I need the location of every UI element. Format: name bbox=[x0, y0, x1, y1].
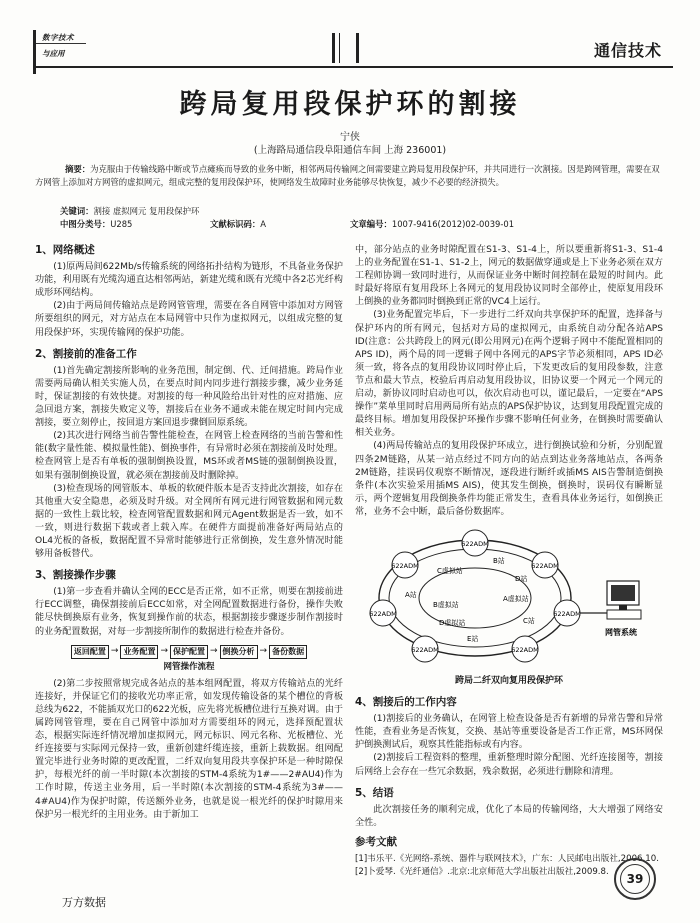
svg-text:622ADM: 622ADM bbox=[411, 645, 439, 654]
adm-node bbox=[411, 636, 438, 662]
nms-computer-icon bbox=[607, 581, 641, 619]
site-label: D站 bbox=[515, 574, 528, 583]
site-label: C站 bbox=[523, 616, 535, 625]
paragraph: 此次割接任务的顺利完成，优化了本局的传输网络，大大增强了网络安全性。 bbox=[355, 804, 663, 828]
paragraph: (4)两局传输站点的复用段保护环成立，进行倒换试验和分析，分别配置四条2M链路，从某一站点经过不同方向的站点到达业务落地站点，各两条2M链路，挂误码仪观察不断情况，逐段进行断纤或插MS AIS告警制造倒换条件(本次实验采用插MS AIS)，使其发生倒换，倒换时，误码仪有瞬断显示，两个逻辑复用段倒换条件均能正常发生，查看具体业务运行，如倒换正常，业务不会中断，最后备份数据库。 bbox=[355, 441, 663, 517]
keywords-label: 关键词： bbox=[60, 206, 94, 216]
article-title: 跨局复用段保护环的割接 bbox=[179, 89, 521, 120]
nms-label: 网管系统 bbox=[605, 627, 637, 637]
adm-node bbox=[391, 552, 418, 578]
svg-text:622ADM: 622ADM bbox=[531, 561, 559, 570]
flow-chart-caption: 网管操作流程 bbox=[163, 661, 215, 672]
abstract-label: 摘要： bbox=[65, 164, 91, 174]
abstract bbox=[35, 163, 665, 189]
reference-item: [1]韦乐平.《光网络-系统、器件与联网技术》，广东：人民邮电出版社,2006.10. bbox=[355, 854, 659, 864]
source-watermark: 万方数据 bbox=[62, 896, 106, 909]
adm-node bbox=[553, 600, 580, 626]
page-number-badge bbox=[614, 858, 656, 900]
paragraph: (1)首先确定割接所影响的业务范围，制定倒、代、迁间措施。跨局作业需要两局确认相关实施人员，在要点时间内同步进行割接步骤，减少业务延时，保证割接的有效快捷。对割接的每一种风险给出针对性的应对措施、应急回退方案，割接失败定义等，割接后在业务不通或未能在规定时间内完成割接，要立刻停止，按回退方案回退步骤倒回原系统。 bbox=[35, 365, 343, 429]
site-label: E站 bbox=[467, 634, 479, 643]
ring-diagram bbox=[355, 523, 663, 673]
section-heading: 1、网络概述 bbox=[35, 244, 95, 256]
adm-node bbox=[369, 600, 396, 626]
arrow-right-icon: → bbox=[160, 646, 168, 657]
section-heading: 2、割接前的准备工作 bbox=[35, 347, 137, 360]
adm-node bbox=[461, 530, 488, 556]
arrow-right-icon: → bbox=[110, 646, 119, 657]
site-label: D虚拟站 bbox=[439, 618, 466, 627]
journal-name-divider bbox=[36, 43, 86, 44]
section-heading: 5、结语 bbox=[355, 786, 394, 799]
svg-text:622ADM: 622ADM bbox=[553, 609, 581, 618]
svg-text:622ADM: 622ADM bbox=[369, 609, 397, 618]
section-heading: 4、割接后的工作内容 bbox=[355, 696, 457, 709]
paragraph: (2)由于两局间传输站点是跨网管管理，需要在各自网管中添加对方网管所要组织的网元，对方站点在本局网管中只作为虚拟网元，以组成完整的复用段保护环，实现传输网的保护功能。 bbox=[35, 301, 343, 338]
flow-chart bbox=[35, 645, 343, 659]
svg-text:622ADM: 622ADM bbox=[461, 539, 489, 548]
site-label: B站 bbox=[493, 556, 505, 565]
references-heading: 参考文献 bbox=[355, 835, 397, 848]
keywords bbox=[60, 205, 660, 218]
article-number: 文章编号：1007-9416(2012)02-0039-01 bbox=[350, 219, 515, 229]
adm-node bbox=[531, 552, 558, 578]
left-column bbox=[35, 244, 343, 822]
arrow-right-icon: → bbox=[259, 646, 268, 657]
svg-text:622ADM: 622ADM bbox=[511, 645, 539, 654]
clc-code: 中图分类号：U285 bbox=[60, 219, 133, 229]
section-heading: 3、割接操作步骤 bbox=[35, 569, 116, 582]
header-bar bbox=[356, 33, 359, 63]
paragraph: (1)原两局间622Mb/s传输系统的网络拓扑结构为链形，不具备业务保护功能，利用既有光缆沟通直达相邻两站，新建光缆和既有光缆中各2芯光纤构成形环网结构。 bbox=[35, 262, 343, 299]
flow-step: 保护配置 bbox=[170, 645, 208, 659]
flow-step: 倒换分析 bbox=[220, 645, 258, 659]
svg-text:622ADM: 622ADM bbox=[391, 561, 419, 570]
arrow-right-icon: → bbox=[210, 646, 218, 657]
diagram-caption: 跨局二纤双向复用段保护环 bbox=[454, 675, 563, 686]
page-number: 39 bbox=[626, 872, 644, 886]
site-label: B虚拟站 bbox=[433, 600, 459, 609]
paragraph: (3)业务配置完毕后，下一步进行二纤双向共享保护环的配置，选择备与保护环内的所有网元，包括对方局的虚拟网元，由系统自动分配各站APS ID(注意：公共跨段上的网元(即公用网元)在两个逻辑子网中不能配置相同的APS ID)，两个局的同一逻辑子网中各网元的APS字节必须相同，APS ID必须一致，将各点的复用段协议同时停止后，下发更改后的复用段参数，注意节点和最大节点，校验后再启动复用段协议，旧协议要一个网元一个网元的启动，新协议同时启动也可以，依次启动也可以，谨记最后，一定要在“APS操作”菜单里同时启用两局所有站点的APS保护协议，达到复用段配置完成的最终目标。增加复用段保护环操作步骤不影响任何业务，在倒换时需要确认相关业务。 bbox=[355, 310, 663, 439]
paragraph: (2)第二步按照常规完成各站点的基本组网配置，将双方传输站点的光纤连接好，并保证它们的接收光功率正常，如发现传输设备的某个槽位的背板总线为622，不能插双光口的622光板，应先将光板槽位进行互换对调。由于属跨网管管理，要在自己网管中添加对方需要组环的网元，选择预配置状态，根据实际连纤情况增加虚拟网元，网元标识、网元名称、光板槽位、光纤连接要与实际网元保持一致，重新创建纤缆连接，重新上载数据。组网配置完毕进行业务时隙的更改配置，二纤双向复用段共享保护环是一种时隙保护，每根光纤的前一半时隙(本次割接的STM-4系统为1#——2#AU4)作为工作时隙，传送主业务用，后一半时隙(本次割接的STM-4系统为3#——4#AU4)作为保护时隙，传送额外业务，也就是说一根光纤的保护时隙用来保护另一根光纤的主用业务。由于新加工 bbox=[35, 678, 343, 820]
adm-node bbox=[511, 636, 538, 662]
section-tag: 通信技术 bbox=[593, 41, 662, 60]
paragraph: 中，部分站点的业务时隙配置在S1-3、S1-4上，所以要重新将S1-3、S1-4上的业务配置在S1-1、S1-2上，网元的数据做穿通或是上下业务必须在双方工程师协调一致同时进行，从而保证业务中断时间控制在最短的时间内。此时最好将原有复用段环上各网元的复用段协议同时全部停止，使原复用段环上倒换的业务都同时倒换到正常的VC4上运行。 bbox=[355, 245, 663, 308]
flow-step: 业务配置 bbox=[120, 645, 158, 659]
site-label: A虚拟站 bbox=[503, 594, 529, 603]
paragraph: (1)第一步查看并确认全网的ECC是否正常，如不正常，则要在割接前进行ECC调整，确保割接前后ECC如常，对全网配置数据进行备份，操作失败能尽快倒换原有业务，恢复到操作前的状态，根据割接步骤逐步制作割接时的业务配置数据，对每一步割接所制作的数据进行检查并备份。 bbox=[35, 587, 343, 637]
flow-step: 返回配置 bbox=[71, 645, 109, 659]
journal-name-line2: 与应用 bbox=[42, 49, 65, 58]
author: 宁侠 bbox=[340, 132, 360, 143]
affiliation: (上海路局通信段阜阳通信车间 上海 236001) bbox=[253, 145, 447, 156]
paragraph: (3)检查现场的网管版本、单板的软硬件版本是否支持此次割接，如存在其他重大安全隐患，必须及时升级。对全网所有网元进行网管数据和网元数据的一致性上载比较，检查网管配置数据和网元Agent数据是否一致，如不一致，则进行数据下载或者上载入库。在硬件方面提前准备好两局站点的OL4光板的备板，数据配置不异常时能够进行正常倒换，发生意外情况时能够用备板替代。 bbox=[35, 483, 343, 560]
paragraph: (2)其次进行网络当前告警性能检查，在网管上检查网络的当前告警和性能(数字量性能、模拟量性能)、倒换事件，有异常时必须在割接前及时处理。检查网管上是否有单板的强制倒换设置，MS环或者MS链的强制倒换设置，如果有强制倒换设置，就必须在割接前及时删除掉。 bbox=[35, 431, 343, 481]
article-meta bbox=[60, 218, 680, 231]
flow-step: 备份数据 bbox=[269, 645, 307, 659]
site-label: A站 bbox=[405, 590, 417, 599]
site-label: C虚拟站 bbox=[437, 566, 463, 575]
keywords-text: 割接 虚拟网元 复用段保护环 bbox=[93, 206, 200, 216]
header-rule bbox=[33, 66, 673, 68]
paragraph: (2)割接后工程资料的整理，重新整理时隙分配图、光纤连接图等，割接后网络上会存在一些冗余数据，残余数据，必须进行删除和清理。 bbox=[355, 753, 663, 777]
journal-name-line1: 数字技术 bbox=[42, 33, 74, 42]
abstract-text: 为克服由于传输线路中断或节点瘫痪而导致的业务中断，相邻两局传输网之间需要建立跨局复用段保护环，并共同进行一次割接。因是跨网管理，需要在双方网管上添加对方网管的虚拟网元，组成完整的复用段保护环，使网络发生故障时业务能够尽快恢复，减少不必要的经济损失。 bbox=[35, 164, 660, 187]
right-column bbox=[355, 244, 663, 878]
header-bar bbox=[339, 33, 340, 63]
paragraph: (1)割接后的业务确认，在网管上检查设备是否有新增的异常告警和异常性能，查看业务是否恢复，交换、基站等重要设备是否工作正常，MS环网保护倒换测试后，观察其性能指标或有内容。 bbox=[355, 714, 663, 751]
reference-item: [2]卜爱琴.《光纤通信》.北京:北京师范大学出版社出版社,2009.8. bbox=[355, 866, 609, 877]
header-bar bbox=[332, 33, 335, 63]
document-code: 文献标识码：A bbox=[210, 219, 266, 229]
